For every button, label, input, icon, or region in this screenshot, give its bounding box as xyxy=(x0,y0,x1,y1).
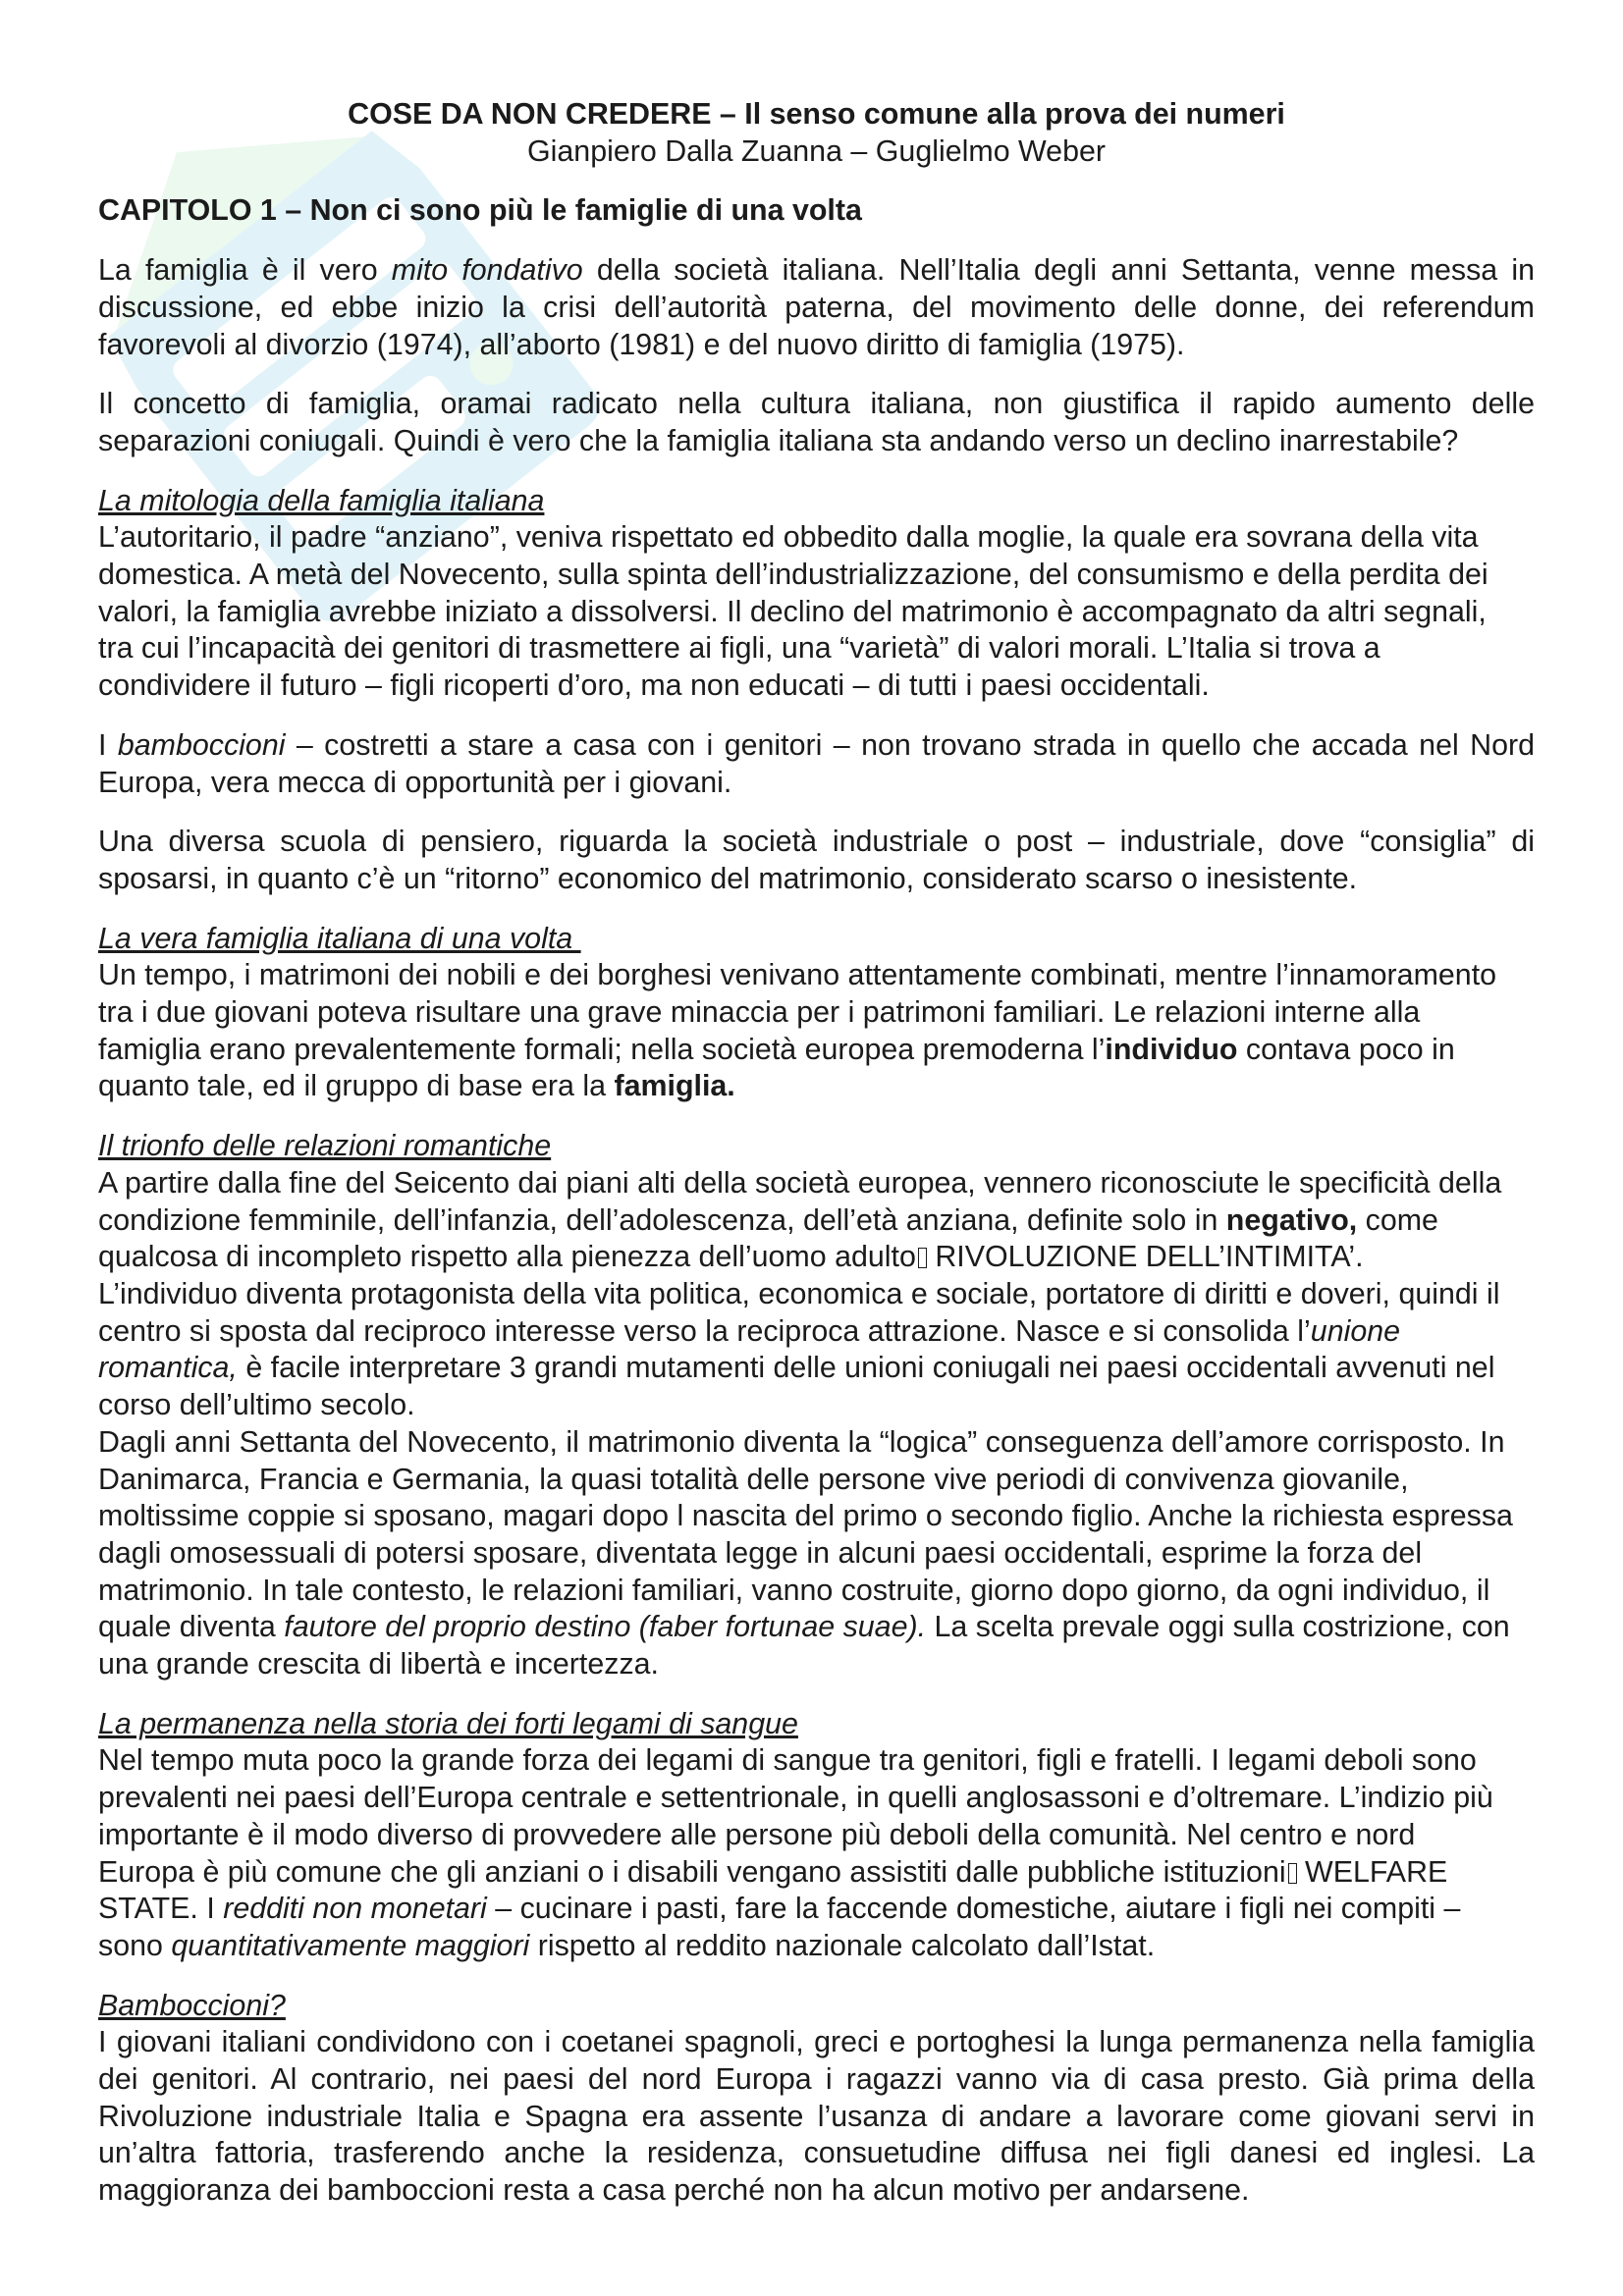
paragraph xyxy=(98,1165,1535,1683)
text-line: un’altra fattoria, trasferendo anche la residenza, consuetudine diffusa nei figli danesi ed inglesi. La xyxy=(98,2136,1535,2170)
section-heading xyxy=(98,921,1535,958)
text-line: valori, la famiglia avrebbe iniziato a dissolversi. Il declino del matrimonio è accompagnato da altri segnali, xyxy=(98,594,1487,628)
text-line: moltissime coppie si sposano, magari dopo l nascita del primo o secondo figlio. Anche la richiesta espressa xyxy=(98,1499,1513,1533)
section-block xyxy=(98,483,1535,705)
text-line xyxy=(98,1239,1535,1276)
chapter-title: CAPITOLO 1 – Non ci sono più le famiglie di una volta xyxy=(98,193,862,228)
bold-text: negativo, xyxy=(1225,1202,1358,1237)
text-line: matrimonio. In tale contesto, le relazioni familiari, vanno costruite, giorno dopo giorno, da ogni individuo, il xyxy=(98,1573,1490,1607)
text-line: una grande crescita di libertà e incertezza. xyxy=(98,1647,659,1682)
text-line xyxy=(98,1313,1535,1351)
text-run: – costretti a stare a casa con i genitori – non trovano strada in quello che accada nel Nord xyxy=(285,727,1536,762)
section-heading-text: La permanenza nella storia dei forti legami di sangue xyxy=(98,1706,798,1740)
text-line xyxy=(98,1068,1535,1105)
text-line: sposarsi, in quanto c’è un “ritorno” economico del matrimonio, considerato scarso o inesistente. xyxy=(98,861,1358,895)
italic-text: unione xyxy=(1310,1313,1401,1348)
text-line xyxy=(98,1891,1535,1928)
text-run: della società italiana. Nell’Italia degli anni Settanta, venne messa in xyxy=(582,253,1535,288)
document-content xyxy=(98,96,1535,2210)
text-run: contava poco in xyxy=(1237,1032,1455,1066)
section-bamboccioni xyxy=(98,1988,1535,2210)
text-line: L’individuo diventa protagonista della vita politica, economica e sociale, portatore di diritti e doveri, quindi il xyxy=(98,1276,1500,1310)
text-line xyxy=(98,1609,1535,1646)
text-line: I giovani italiani condividono con i coetanei spagnoli, greci e portoghesi la lunga permanenza nella famiglia xyxy=(98,2025,1535,2059)
text-line: L’autoritario, il padre “anziano”, veniva rispettato ed obbedito dalla moglie, la quale era sovrana della vita xyxy=(98,520,1479,555)
text-line: favorevoli al divorzio (1974), all’aborto (1981) e del nuovo diritto di famiglia (1975). xyxy=(98,327,1185,361)
text-line xyxy=(98,1928,1535,1965)
section-block xyxy=(98,1988,1535,2210)
text-run: qualcosa di incompleto rispetto alla pienezza dell’uomo adulto xyxy=(98,1240,916,1274)
text-run: condizione femminile, dell’infanzia, dell’adolescenza, dell’età anziana, definite solo in xyxy=(98,1202,1226,1237)
text-run: I xyxy=(98,727,118,762)
document-authors: Gianpiero Dalla Zuanna – Guglielmo Weber xyxy=(527,133,1106,168)
italic-text: redditi non monetari xyxy=(223,1892,487,1926)
section-vera-famiglia xyxy=(98,921,1535,1106)
section-legami-di-sangue xyxy=(98,1706,1535,1965)
section-heading xyxy=(98,1988,1535,2025)
text-line: Nel tempo muta poco la grande forza dei legami di sangue tra genitori, figli e fratelli. I legami deboli sono xyxy=(98,1743,1477,1778)
text-line: discussione, ed ebbe inizio la crisi dell’autorità paterna, del movimento delle donne, dei referendum xyxy=(98,290,1535,324)
text-run: Europa è più comune che gli anziani o i disabili vengano assistiti dalle pubbliche istituzioni xyxy=(98,1854,1286,1889)
text-line xyxy=(98,727,1535,765)
paragraph xyxy=(98,957,1535,1105)
text-line xyxy=(98,1854,1535,1892)
paragraph xyxy=(98,252,1535,363)
text-line: Una diversa scuola di pensiero, riguarda la società industriale o post – industriale, dove “consiglia” di xyxy=(98,825,1535,859)
text-line: condividere il futuro – figli ricoperti d’oro, ma non educati – di tutti i paesi occidentali. xyxy=(98,668,1210,703)
italic-text: quantitativamente maggiori xyxy=(171,1928,530,1962)
text-line: Un tempo, i matrimoni dei nobili e dei borghesi venivano attentamente combinati, mentre l’innamoramento xyxy=(98,958,1497,992)
text-line: separazioni coniugali. Quindi è vero che la famiglia italiana sta andando verso un declino inarrestabile? xyxy=(98,423,1459,457)
section-heading xyxy=(98,1706,1535,1743)
text-run: La famiglia è il vero xyxy=(98,253,392,288)
text-line: dagli omosessuali di potersi sposare, diventata legge in alcuni paesi occidentali, esprime la forza del xyxy=(98,1535,1423,1570)
text-line: Danimarca, Francia e Germania, la quasi totalità delle persone vive periodi di convivenza giovanile, xyxy=(98,1462,1409,1496)
text-run: STATE. I xyxy=(98,1892,224,1926)
section-heading-text: Il trionfo delle relazioni romantiche xyxy=(98,1129,552,1163)
italic-text: mito fondativo xyxy=(391,253,583,288)
text-line xyxy=(98,1350,1535,1387)
section-trionfo-relazioni xyxy=(98,1128,1535,1683)
section-block xyxy=(98,1128,1535,1683)
text-run: quale diventa xyxy=(98,1610,285,1644)
text-line xyxy=(98,1032,1535,1069)
text-run: rispetto al reddito nazionale calcolato dall’Istat. xyxy=(529,1928,1156,1962)
paragraph xyxy=(98,519,1535,705)
section-heading-text: La mitologia della famiglia italiana xyxy=(98,483,545,517)
text-run: centro si sposta dal reciproco interesse verso la reciproca attrazione. Nasce e si consolida l’ xyxy=(98,1313,1311,1348)
section-mitologia xyxy=(98,483,1535,898)
text-run: quanto tale, ed il gruppo di base era la xyxy=(98,1069,615,1103)
paragraph xyxy=(98,824,1535,897)
section-heading-text: La vera famiglia italiana di una volta xyxy=(98,921,581,955)
document-title: COSE DA NON CREDERE – Il senso comune alla prova dei numeri xyxy=(348,97,1285,131)
text-line xyxy=(98,252,1535,290)
text-line: importante è il modo diverso di provvedere alle persone più deboli della comunità. Nel centro e nord xyxy=(98,1817,1416,1851)
paragraph xyxy=(98,727,1535,801)
section-block xyxy=(98,921,1535,1106)
paragraph xyxy=(98,2024,1535,2210)
section-block xyxy=(98,1706,1535,1965)
missing-glyph-icon xyxy=(1288,1863,1297,1884)
text-line: domestica. A metà del Novecento, sulla spinta dell’industrializzazione, del consumismo e della perdita dei xyxy=(98,558,1488,592)
text-line: maggioranza dei bamboccioni resta a casa perché non ha alcun motivo per andarsene. xyxy=(98,2173,1250,2208)
text-run: RIVOLUZIONE DELL’INTIMITA’. xyxy=(926,1240,1364,1274)
text-run: – cucinare i pasti, fare la faccende domestiche, aiutare i figli nei compiti – xyxy=(486,1892,1461,1926)
bold-text: famiglia. xyxy=(614,1069,735,1103)
text-line: Rivoluzione industriale Italia e Spagna era assente l’usanza di andare a lavorare come giovani servi in xyxy=(98,2099,1535,2133)
section-heading-text: Bamboccioni? xyxy=(98,1988,286,2022)
text-run: WELFARE xyxy=(1296,1854,1448,1889)
text-line: tra i due giovani poteva risultare una grave minaccia per i patrimoni familiari. Le relazioni interne alla xyxy=(98,995,1421,1030)
bold-text: individuo xyxy=(1105,1032,1238,1066)
text-line: corso dell’ultimo secolo. xyxy=(98,1388,415,1422)
text-run: La scelta prevale oggi sulla costrizione, con xyxy=(926,1610,1510,1644)
paragraph xyxy=(98,1742,1535,1964)
text-line: Europa, vera mecca di opportunità per i giovani. xyxy=(98,765,732,799)
section-heading xyxy=(98,483,1535,520)
text-line: dei genitori. Al contrario, nei paesi del nord Europa i ragazzi vanno via di casa presto. Già prima della xyxy=(98,2062,1535,2097)
paragraph xyxy=(98,386,1535,459)
text-run: famiglia erano prevalentemente formali; nella società europea premoderna l’ xyxy=(98,1032,1106,1066)
text-line: A partire dalla fine del Seicento dai piani alti della società europea, vennero riconosciute le specificità della xyxy=(98,1165,1502,1200)
italic-text: fautore del proprio destino (faber fortunae suae). xyxy=(284,1610,927,1644)
text-run: è facile interpretare 3 grandi mutamenti delle unioni coniugali nei paesi occidentali avvenuti nel xyxy=(237,1351,1495,1385)
missing-glyph-icon xyxy=(918,1248,927,1268)
text-line: tra cui l’incapacità dei genitori di trasmettere ai figli, una “varietà” di valori morali. L’Italia si trova a xyxy=(98,631,1380,666)
italic-text: romantica, xyxy=(98,1351,238,1385)
text-line xyxy=(98,1202,1535,1240)
text-line: prevalenti nei paesi dell’Europa centrale e settentrionale, in quelli anglosassoni e d’oltremare. L’indizio più xyxy=(98,1781,1493,1815)
text-run: sono xyxy=(98,1928,172,1962)
italic-text: bamboccioni xyxy=(117,727,286,762)
text-line: Il concetto di famiglia, oramai radicato nella cultura italiana, non giustifica il rapido aumento delle xyxy=(98,387,1535,421)
text-line: Dagli anni Settanta del Novecento, il matrimonio diventa la “logica” conseguenza dell’amore corrisposto. In xyxy=(98,1424,1505,1459)
section-heading xyxy=(98,1128,1535,1165)
text-run: come xyxy=(1357,1202,1438,1237)
